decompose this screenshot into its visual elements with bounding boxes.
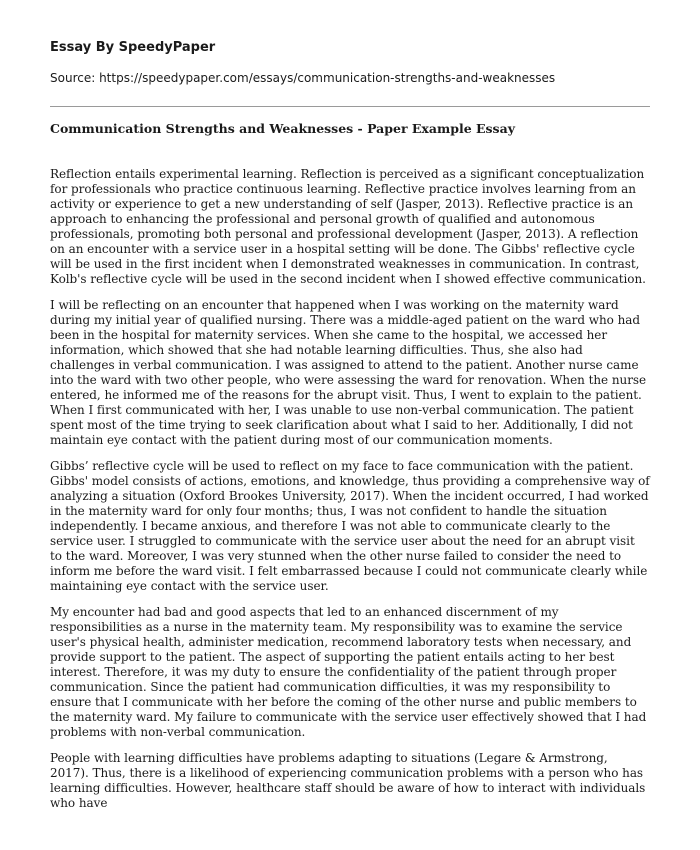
paragraph: I will be reflecting on an encounter that happened when I was working on the maternity ward during my initial year of qualified nursing. There was a middle-aged patient on the ward who had been in the hospital for maternity services. When she came to the hospital, we accessed her information, which showed that she had notable learning difficulties. Thus, she also had challenges in verbal communication. I was assigned to attend to the patient. Another nurse came into the ward with two other people, who were assessing the ward for renovation. When the nurse entered, he informed me of the reasons for the abrupt visit. Thus, I went to explain to the patient. When I first communicated with her, I was unable to use non-verbal communication. The patient spent most of the time trying to seek clarification about what I said to her. Additionally, I did not maintain eye contact with the patient during most of our communication moments. <box>50 298 647 447</box>
document-header-title: Essay By SpeedyPaper <box>50 40 216 55</box>
paragraph: Gibbs’ reflective cycle will be used to reflect on my face to face communication with the patient. Gibbs' model consists of actions, emotions, and knowledge, thus providing a comprehensive way of analyzing a situation (Oxford Brookes University, 2017). When the incident occurred, I had worked in the maternity ward for only four months; thus, I was not confident to handle the situation independently. I became anxious, and therefore I was not able to communicate clearly to the service user. I struggled to communicate with the service user about the need for an abrupt visit to the ward. Moreover, I was very stunned when the other nurse failed to consider the need to inform me before the ward visit. I felt embarrassed because I could not communicate clearly while maintaining eye contact with the service user. <box>50 459 650 593</box>
paragraph: My encounter had bad and good aspects that led to an enhanced discernment of my responsibilities as a nurse in the maternity team. My responsibility was to examine the service user's physical health, administer medication, recommend laboratory tests when necessary, and provide support to the patient. The aspect of supporting the patient entails acting to her best interest. Therefore, it was my duty to ensure the confidentiality of the patient through proper communication. Since the patient had communication difficulties, it was my responsibility to ensure that I communicate with her before the coming of the other nurse and public members to the maternity ward. My failure to communicate with the service user effectively showed that I had problems with non-verbal communication. <box>50 605 647 739</box>
source-line <box>50 70 650 86</box>
source-url: https://speedypaper.com/essays/communication-strengths-and-weaknesses <box>99 71 556 85</box>
essay-title: Communication Strengths and Weaknesses - Paper Example Essay <box>50 121 515 136</box>
paragraph: Reflection entails experimental learning. Reflection is perceived as a significant conceptualization for professionals who practice continuous learning. Reflective practice involves learning from an activity or experience to get a new understanding of self (Jasper, 2013). Reflective practice is an approach to enhancing the professional and personal growth of qualified and autonomous professionals, promoting both personal and professional development (Jasper, 2013). A reflection on an encounter with a service user in a hospital setting will be done. The Gibbs' reflective cycle will be used in the first incident when I demonstrated weaknesses in communication. In contrast, Kolb's reflective cycle will be used in the second incident when I showed effective communication. <box>50 167 646 286</box>
essay-body <box>50 167 650 811</box>
paragraph: People with learning difficulties have problems adapting to situations (Legare & Armstrong, 2017). Thus, there is a likelihood of experiencing communication problems with a person who has learning difficulties. However, healthcare staff should be aware of how to interact with individuals who have <box>50 751 646 810</box>
source-label: Source: <box>50 71 100 85</box>
header-divider <box>50 106 650 107</box>
